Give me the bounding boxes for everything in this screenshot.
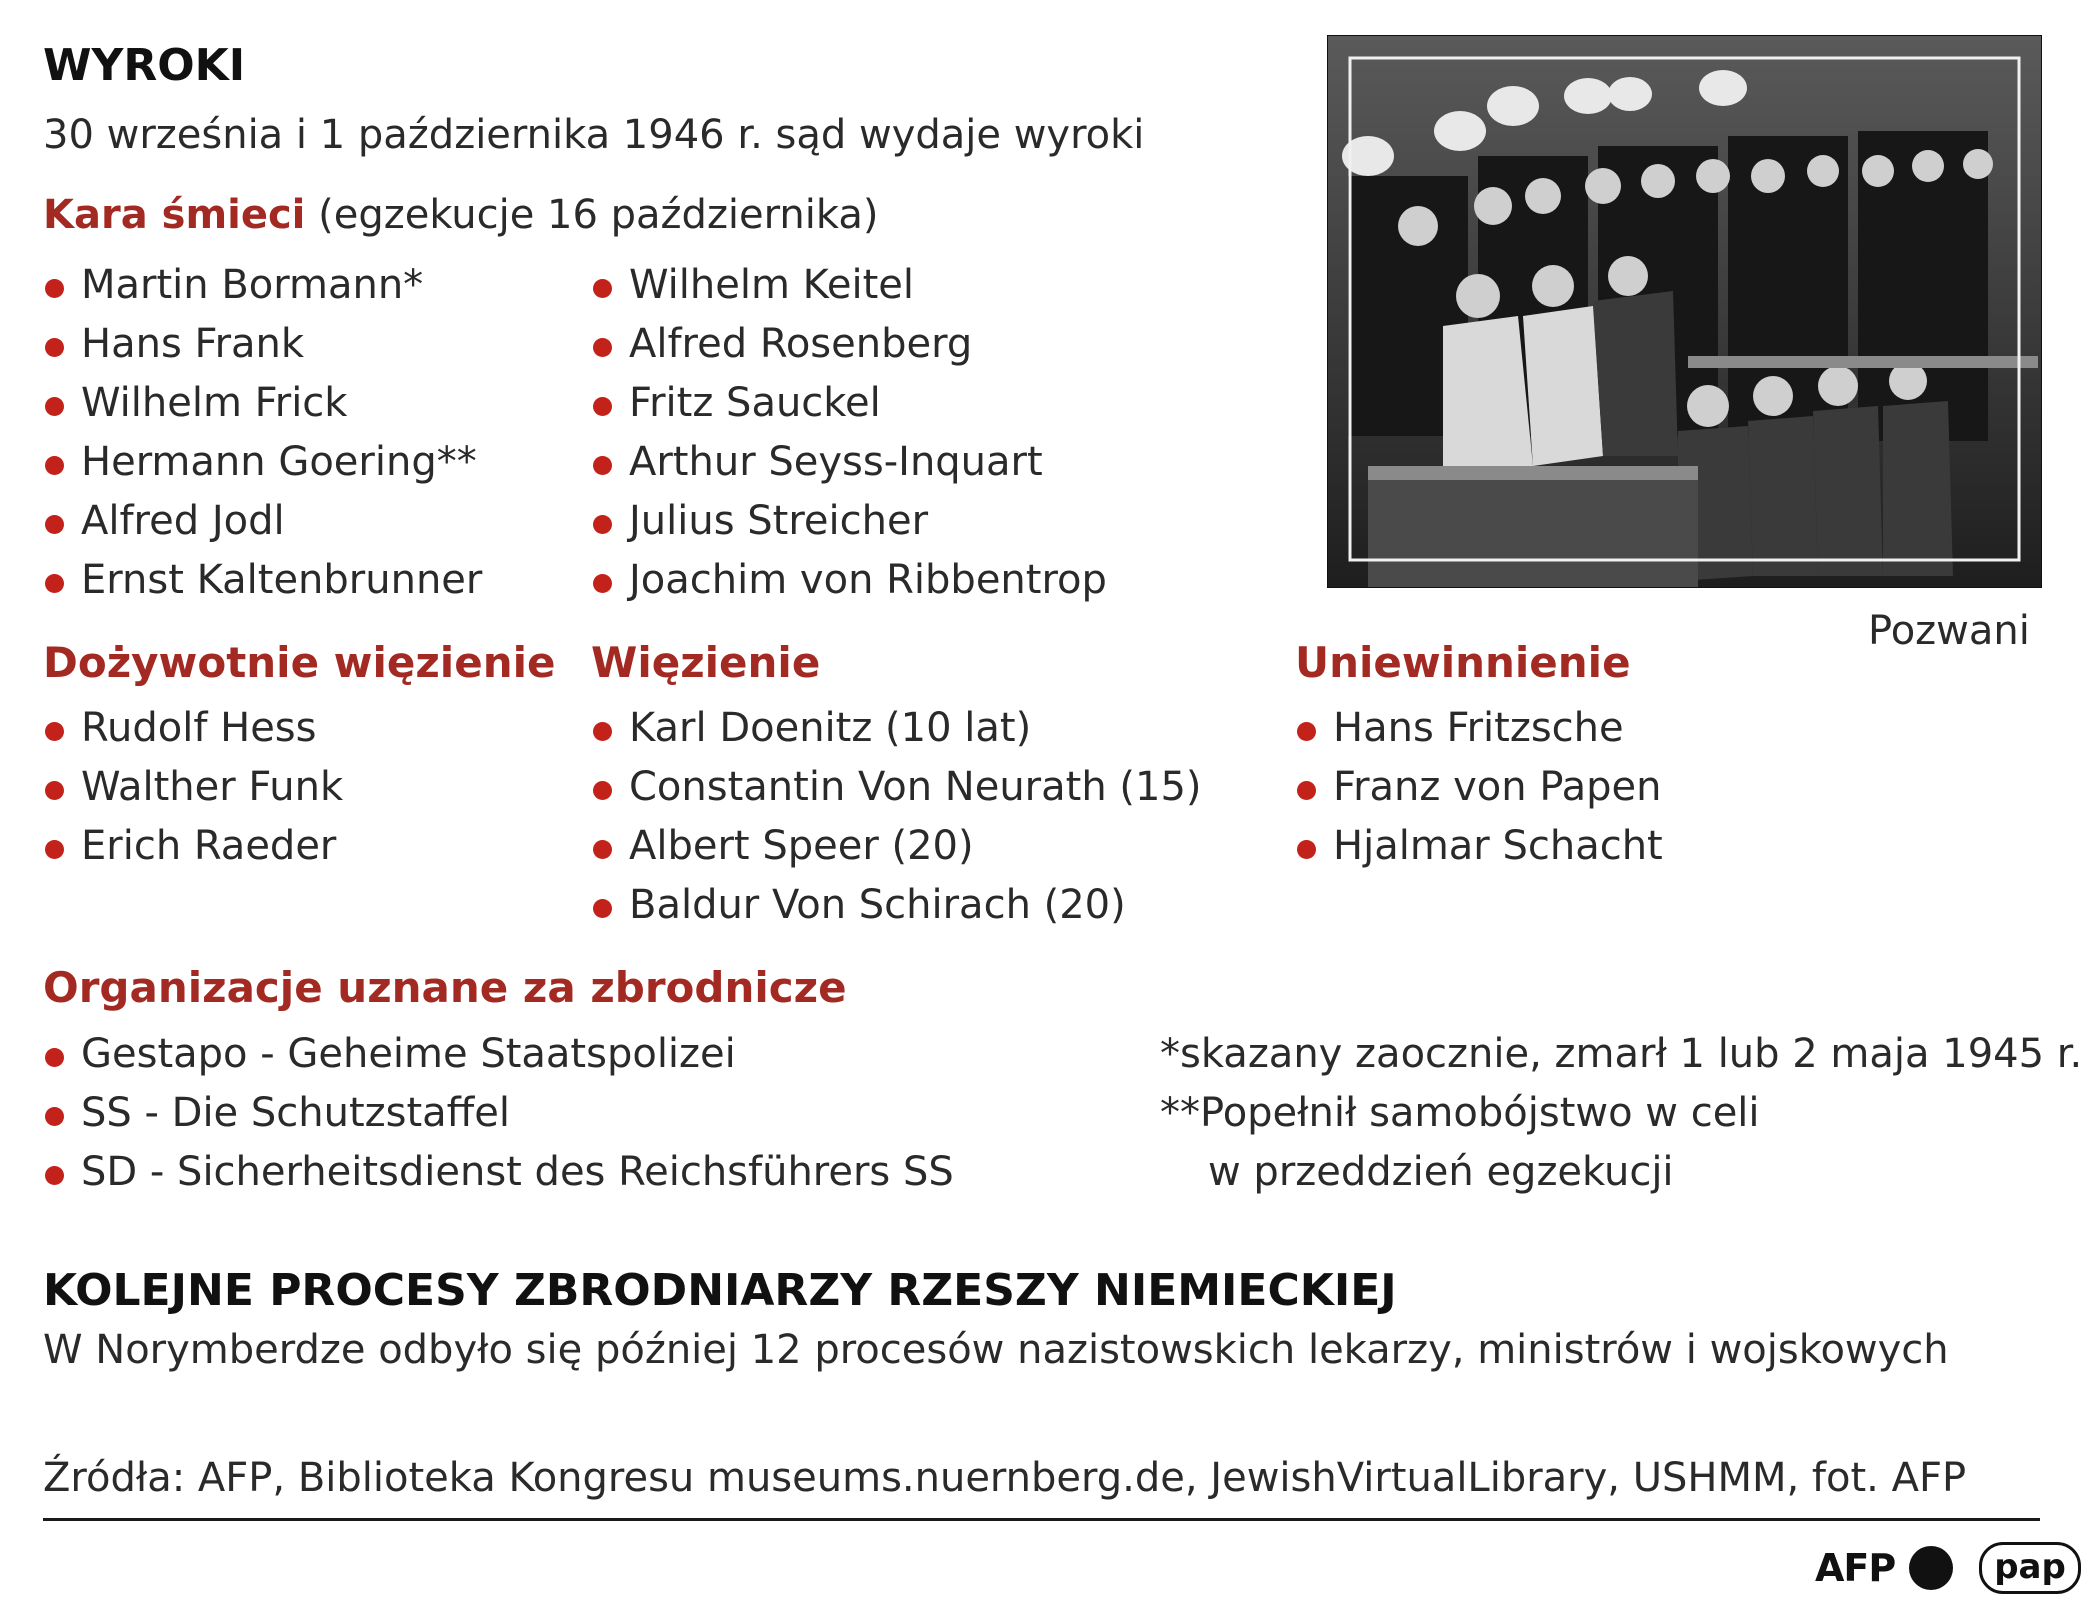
publisher-logos — [1815, 1540, 2081, 1596]
page-title: WYROKI — [43, 40, 246, 91]
list-item: Julius Streicher — [591, 492, 1107, 551]
list-item: Alfred Rosenberg — [591, 315, 1107, 374]
bullet-icon — [1297, 781, 1316, 800]
bullet-icon — [45, 1048, 64, 1067]
bullet-icon — [45, 397, 64, 416]
afp-logo: AFP — [1815, 1546, 1896, 1590]
acquittal-heading: Uniewinnienie — [1295, 638, 1631, 687]
death-sentence-note: (egzekucje 16 października) — [318, 192, 879, 238]
bullet-icon — [45, 574, 64, 593]
list-item: Gestapo - Geheime Staatspolizei — [43, 1025, 954, 1084]
afp-logo-dot-icon — [1909, 1546, 1953, 1590]
imprisonment-list — [591, 699, 1202, 935]
list-item: Franz von Papen — [1295, 758, 1663, 817]
bullet-icon — [593, 722, 612, 741]
list-item: Erich Raeder — [43, 817, 343, 876]
list-item: Baldur Von Schirach (20) — [591, 876, 1202, 935]
list-item: Arthur Seyss-Inquart — [591, 433, 1107, 492]
bullet-icon — [45, 722, 64, 741]
list-item: Hans Fritzsche — [1295, 699, 1663, 758]
list-item: Fritz Sauckel — [591, 374, 1107, 433]
bullet-icon — [593, 397, 612, 416]
death-sentence-list-left — [43, 256, 482, 610]
list-item: Albert Speer (20) — [591, 817, 1202, 876]
list-item: Walther Funk — [43, 758, 343, 817]
sources-line: Źródła: AFP, Biblioteka Kongresu museums.nuernberg.de, JewishVirtualLibrary, USHMM, fot. AFP — [43, 1455, 1967, 1501]
page-subtitle: 30 września i 1 października 1946 r. sąd wydaje wyroki — [43, 112, 1145, 158]
defendants-photo — [1327, 35, 2042, 588]
bullet-icon — [45, 840, 64, 859]
acquittal-list — [1295, 699, 1663, 876]
list-item: Joachim von Ribbentrop — [591, 551, 1107, 610]
organizations-heading: Organizacje uznane za zbrodnicze — [43, 963, 847, 1012]
bullet-icon — [593, 840, 612, 859]
list-item: Alfred Jodl — [43, 492, 482, 551]
list-item: Constantin Von Neurath (15) — [591, 758, 1202, 817]
imprisonment-heading: Więzienie — [591, 638, 821, 687]
death-sentence-list-right — [591, 256, 1107, 610]
list-item: Ernst Kaltenbrunner — [43, 551, 482, 610]
list-item: Rudolf Hess — [43, 699, 343, 758]
life-imprisonment-heading: Dożywotnie więzienie — [43, 638, 556, 687]
list-item: SD - Sicherheitsdienst des Reichsführers SS — [43, 1143, 954, 1202]
list-item: Hjalmar Schacht — [1295, 817, 1663, 876]
list-item: Wilhelm Frick — [43, 374, 482, 433]
bullet-icon — [593, 279, 612, 298]
bullet-icon — [45, 279, 64, 298]
list-item: Karl Doenitz (10 lat) — [591, 699, 1202, 758]
list-item: Martin Bormann* — [43, 256, 482, 315]
bullet-icon — [593, 515, 612, 534]
list-item: Hermann Goering** — [43, 433, 482, 492]
death-sentence-heading-row — [43, 192, 878, 238]
list-item: Hans Frank — [43, 315, 482, 374]
bullet-icon — [45, 338, 64, 357]
organizations-list — [43, 1025, 954, 1202]
photo-caption: Pozwani — [1868, 608, 2030, 654]
bullet-icon — [593, 456, 612, 475]
list-item: SS - Die Schutzstaffel — [43, 1084, 954, 1143]
bullet-icon — [593, 899, 612, 918]
bullet-icon — [45, 1166, 64, 1185]
bullet-icon — [1297, 840, 1316, 859]
list-item: Wilhelm Keitel — [591, 256, 1107, 315]
bullet-icon — [1297, 722, 1316, 741]
bullet-icon — [45, 781, 64, 800]
photo-image — [1328, 36, 2041, 587]
bullet-icon — [593, 574, 612, 593]
later-trials-title: KOLEJNE PROCESY ZBRODNIARZY RZESZY NIEMIECKIEJ — [43, 1265, 1397, 1316]
bottom-divider — [43, 1518, 2040, 1521]
bullet-icon — [593, 781, 612, 800]
life-imprisonment-list — [43, 699, 343, 876]
footnote-1: *skazany zaocznie, zmarł 1 lub 2 maja 1945 r. — [1160, 1031, 2083, 1077]
later-trials-text: W Norymberdze odbyło się później 12 procesów nazistowskich lekarzy, ministrów i wojskowych — [43, 1327, 1949, 1373]
pap-logo: pap — [1979, 1542, 2081, 1594]
death-sentence-heading: Kara śmieci — [43, 192, 306, 238]
bullet-icon — [45, 515, 64, 534]
bullet-icon — [45, 456, 64, 475]
bullet-icon — [45, 1107, 64, 1126]
bullet-icon — [593, 338, 612, 357]
footnote-2-line-1: **Popełnił samobójstwo w celi — [1160, 1090, 1760, 1136]
footnote-2-line-2: w przeddzień egzekucji — [1208, 1149, 1674, 1195]
